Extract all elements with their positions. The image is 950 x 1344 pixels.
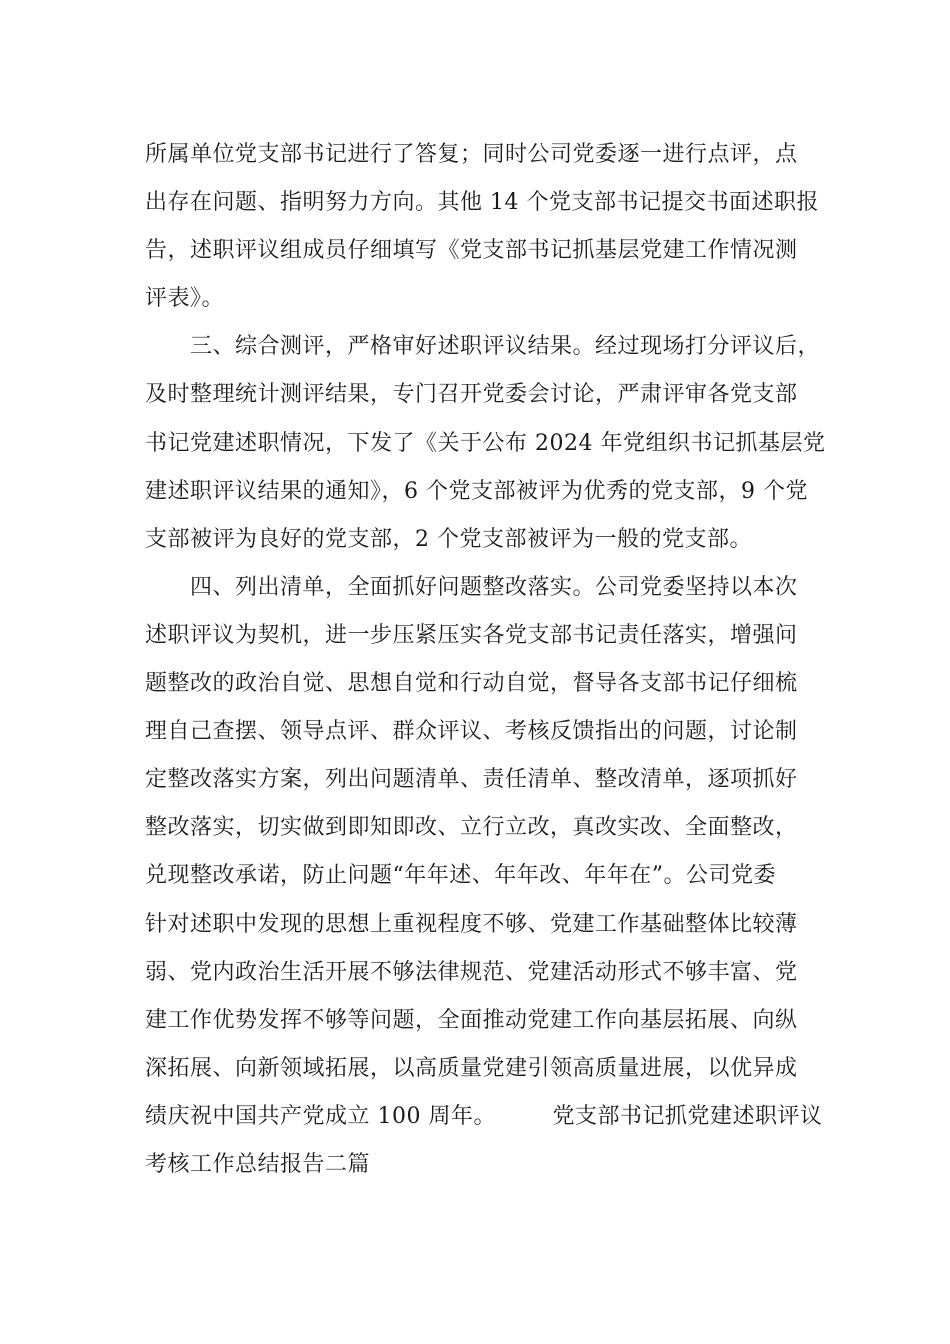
text-line: 告，述职评议组成员仔细填写《党支部书记抓基层党建工作情况测 bbox=[145, 238, 798, 264]
text-line: 所属单位党支部书记进行了答复；同时公司党委逐一进行点评，点 bbox=[145, 142, 798, 167]
text-line: 书记党建述职情况，下发了《关于公布 2024 年党组织书记抓基层党 bbox=[145, 430, 826, 456]
text-line: 弱、党内政治生活开展不够法律规范、党建活动形式不够丰富、党 bbox=[145, 959, 798, 985]
text-line: 评表》。 bbox=[145, 286, 225, 312]
body-text bbox=[145, 131, 826, 1189]
text-line: 深拓展、向新领域拓展，以高质量党建引领高质量进展，以优异成 bbox=[145, 1055, 798, 1081]
text-line: 述职评议为契机，进一步压紧压实各党支部书记责任落实，增强问 bbox=[145, 622, 798, 648]
text-line: 支部被评为良好的党支部，2 个党支部被评为一般的党支部。 bbox=[145, 526, 752, 552]
text-line: 针对述职中发现的思想上重视程度不够、党建工作基础整体比较薄 bbox=[145, 911, 798, 937]
text-line: 定整改落实方案，列出问题清单、责任清单、整改清单，逐项抓好 bbox=[145, 767, 798, 793]
text-line: 出存在问题、指明努力方向。其他 14 个党支部书记提交书面述职报 bbox=[145, 190, 819, 216]
text-line: 四、列出清单，全面抓好问题整改落实。公司党委坚持以本次 bbox=[145, 574, 798, 600]
text-line: 兑现整改承诺，防止问题“年年述、年年改、年年在”。公司党委 bbox=[145, 863, 776, 889]
text-line: 考核工作总结报告二篇 bbox=[145, 1151, 371, 1177]
text-line: 理自己查摆、领导点评、群众评议、考核反馈指出的问题，讨论制 bbox=[145, 719, 798, 745]
text-line: 建工作优势发挥不够等问题，全面推动党建工作向基层拓展、向纵 bbox=[145, 1007, 798, 1033]
text-line: 整改落实，切实做到即知即改、立行立改，真改实改、全面整改， bbox=[145, 815, 798, 841]
text-line: 题整改的政治自觉、思想自觉和行动自觉，督导各支部书记仔细梳 bbox=[145, 671, 798, 697]
text-line: 建述职评议结果的通知》，6 个党支部被评为优秀的党支部，9 个党 bbox=[145, 478, 808, 504]
text-line: 三、综合测评，严格审好述职评议结果。经过现场打分评议后， bbox=[145, 334, 821, 360]
text-line: 及时整理统计测评结果，专门召开党委会讨论，严肃评审各党支部 bbox=[145, 382, 798, 408]
text-line: 绩庆祝中国共产党成立 100 周年。 党支部书记抓党建述职评议 bbox=[145, 1103, 823, 1129]
